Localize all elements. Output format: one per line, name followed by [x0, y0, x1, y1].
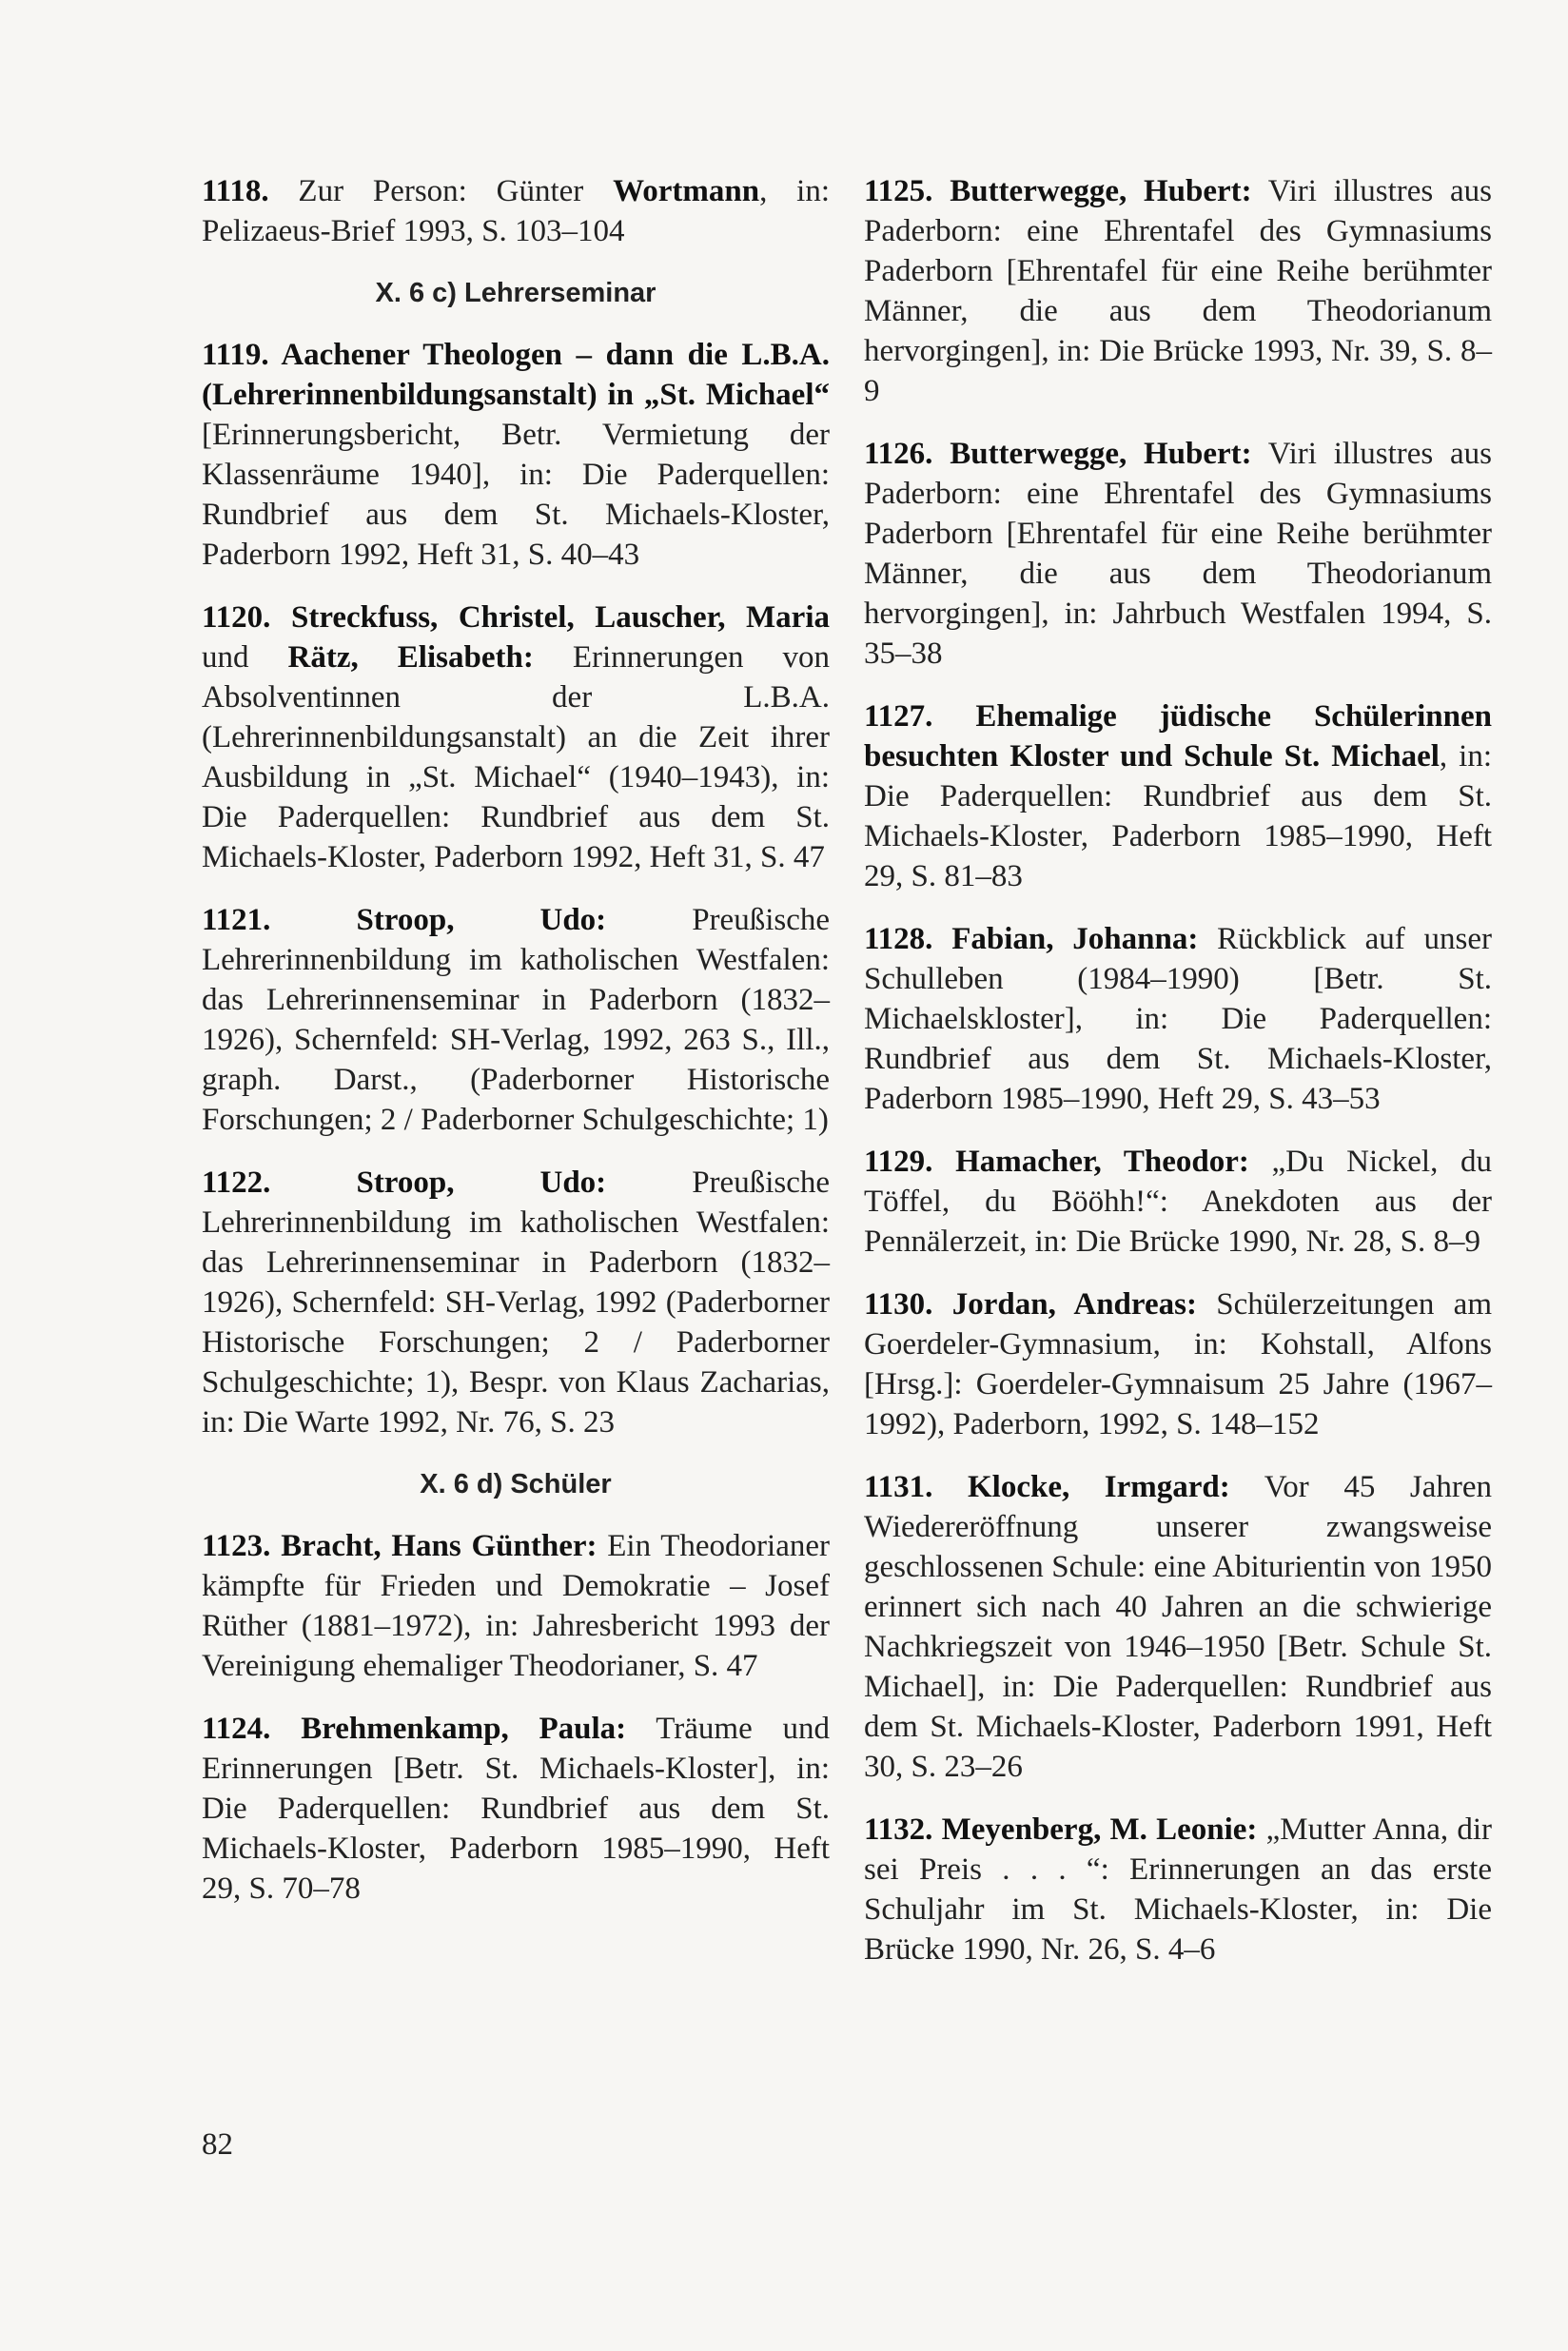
entry-number: 1124.: [202, 1712, 271, 1746]
entry-1118: [202, 171, 830, 251]
entry-text: Viri illustres aus Paderborn: eine Ehrentafel des Gymnasiums Paderborn [Ehrentafel für eine Reihe berühmter Männer, die aus dem Theodorianum hervorgingen], in: Jahrbuch Westfalen 1994, S. 35–38: [864, 437, 1492, 671]
entry-number: 1130.: [864, 1287, 933, 1322]
entry-author-2: Rätz, Elisabeth:: [287, 640, 534, 675]
entry-number: 1123.: [202, 1529, 271, 1563]
entry-author: Bracht, Hans Günther:: [270, 1529, 598, 1563]
entry-1123: [202, 1526, 830, 1686]
entry-number: 1131.: [864, 1470, 933, 1504]
left-column: [202, 171, 830, 1931]
entry-author: Jordan, Andreas:: [932, 1287, 1197, 1322]
entry-text: Ein Theodorianer kämpfte für Frieden und Demokratie – Josef Rüther (1881–1972), in: Jahresbericht 1993 der Vereinigung ehemaliger Theodorianer, S. 47: [202, 1529, 831, 1683]
entry-number: 1121.: [202, 903, 271, 937]
entry-text: Preußische Lehrerinnenbildung im katholischen Westfalen: das Lehrerinnenseminar in Paderborn (1832–1926), Schernfeld: SH-Verlag, 1992 (Paderborner Historische Forschungen; 2 / Paderborner Schulgeschichte; 1), Bespr. von Klaus Zacharias, in: Die Warte 1992, Nr. 76, S. 23: [202, 1166, 830, 1440]
entry-author: Butterwegge, Hubert:: [932, 174, 1252, 208]
entry-text: „Mutter Anna, dir sei Preis . . . “: Erinnerungen an das erste Schuljahr im St. Michaels-Kloster, in: Die Brücke 1990, Nr. 26, S. 4–6: [864, 1812, 1492, 1967]
entry-1121: [202, 900, 830, 1140]
entry-number: 1127.: [864, 699, 933, 734]
entry-number: 1125.: [864, 174, 933, 208]
section-heading-schueler: X. 6 d) Schüler: [420, 1469, 612, 1499]
entry-1124: [202, 1709, 830, 1909]
entry-author: Ehemalige jüdische Schülerinnen besuchten Kloster und Schule St. Michael: [864, 699, 1492, 774]
entry-number: 1120.: [202, 600, 271, 635]
entry-author: Klocke, Irmgard:: [932, 1470, 1230, 1504]
entry-text: Viri illustres aus Paderborn: eine Ehrentafel des Gymnasiums Paderborn [Ehrentafel für eine Reihe berühmter Männer, die aus dem Theodorianum hervorgingen], in: Die Brücke 1993, Nr. 39, S. 8–9: [864, 174, 1492, 408]
entry-author: Brehmenkamp, Paula:: [270, 1712, 627, 1746]
entry-number: 1129.: [864, 1145, 933, 1179]
entry-connector: und: [202, 640, 288, 675]
entry-text: Träume und Erinnerungen [Betr. St. Michaels-Kloster], in: Die Paderquellen: Rundbrief aus dem St. Michaels-Kloster, Paderborn 1985–1990, Heft 29, S. 70–78: [202, 1712, 830, 1906]
entry-author: Aachener Theologen – dann die L.B.A. (Lehrerinnenbildungsanstalt) in „St. Michael“: [202, 338, 830, 412]
entry-number: 1118.: [202, 174, 269, 208]
entry-author: Streckfuss, Christel, Lauscher, Maria: [270, 600, 830, 635]
entry-author: Stroop, Udo:: [270, 1166, 607, 1200]
entry-text: [Erinnerungsbericht, Betr. Vermietung der Klassenräume 1940], in: Die Paderquellen: Rundbrief aus dem St. Michaels-Kloster, Paderborn 1992, Heft 31, S. 40–43: [202, 418, 830, 572]
entry-1127: [864, 696, 1492, 896]
entry-number: 1119.: [202, 338, 269, 372]
entry-text: Erinnerungen von Absolventinnen der L.B.A. (Lehrerinnenbildungsanstalt) an die Zeit ihrer Ausbildung in „St. Michael“ (1940–1943), in: Die Paderquellen: Rundbrief aus dem St. Michaels-Kloster, Paderborn 1992, Heft 31, S. 47: [202, 640, 830, 874]
entry-prefix: Zur Person: Günter: [268, 174, 614, 208]
entry-text: Preußische Lehrerinnenbildung im katholischen Westfalen: das Lehrerinnenseminar in Paderborn (1832–1926), Schernfeld: SH-Verlag, 1992, 263 S., Ill., graph. Darst., (Paderborner Historische Forschungen; 2 / Paderborner Schulgeschichte; 1): [202, 903, 830, 1137]
entry-1126: [864, 434, 1492, 674]
entry-1128: [864, 919, 1492, 1119]
entry-1125: [864, 171, 1492, 411]
entry-author: Butterwegge, Hubert:: [932, 437, 1252, 471]
entry-text: , in: Pelizaeus-Brief 1993, S. 103–104: [202, 174, 830, 248]
right-column: [864, 171, 1492, 1992]
entry-number: 1132.: [864, 1812, 933, 1847]
entry-text: , in: Die Paderquellen: Rundbrief aus dem St. Michaels-Kloster, Paderborn 1985–1990, Heft 29, S. 81–83: [864, 739, 1493, 893]
entry-author: Fabian, Johanna:: [932, 922, 1199, 956]
entry-1122: [202, 1163, 830, 1442]
entry-author: Stroop, Udo:: [270, 903, 607, 937]
entry-1130: [864, 1284, 1492, 1444]
entry-1120: [202, 598, 830, 877]
section-heading-lehrerseminar: X. 6 c) Lehrerseminar: [375, 278, 657, 308]
entry-text: „Du Nickel, du Töffel, du Bööhh!“: Anekdoten aus der Pennälerzeit, in: Die Brücke 1990, Nr. 28, S. 8–9: [864, 1145, 1492, 1259]
entry-text: Schülerzeitungen am Goerdeler-Gymnasium, in: Kohstall, Alfons [Hrsg.]: Goerdeler-Gymnaisum 25 Jahre (1967–1992), Paderborn, 1992, S. 148–152: [864, 1287, 1492, 1441]
entry-number: 1128.: [864, 922, 933, 956]
entry-number: 1126.: [864, 437, 933, 471]
entry-number: 1122.: [202, 1166, 271, 1200]
entry-text: Vor 45 Jahren Wiedereröffnung unserer zwangsweise geschlossenen Schule: eine Abiturientin von 1950 erinnert sich nach 40 Jahren an die schwierige Nachkriegszeit von 1946–1950 [Betr. Schule St. Michael], in: Die Paderquellen: Rundbrief aus dem St. Michaels-Kloster, Paderborn 1991, Heft 30, S. 23–26: [864, 1470, 1492, 1784]
entry-1131: [864, 1467, 1492, 1787]
entry-1119: [202, 335, 830, 575]
page-number: 82: [202, 2127, 233, 2162]
entry-author: Hamacher, Theodor:: [932, 1145, 1249, 1179]
entry-author: Wortmann: [613, 174, 760, 208]
entry-1132: [864, 1810, 1492, 1969]
entry-author: Meyenberg, M. Leonie:: [932, 1812, 1258, 1847]
entry-1129: [864, 1142, 1492, 1262]
entry-text: Rückblick auf unser Schulleben (1984–1990) [Betr. St. Michaelskloster], in: Die Paderquellen: Rundbrief aus dem St. Michaels-Kloster, Paderborn 1985–1990, Heft 29, S. 43–53: [864, 922, 1492, 1116]
